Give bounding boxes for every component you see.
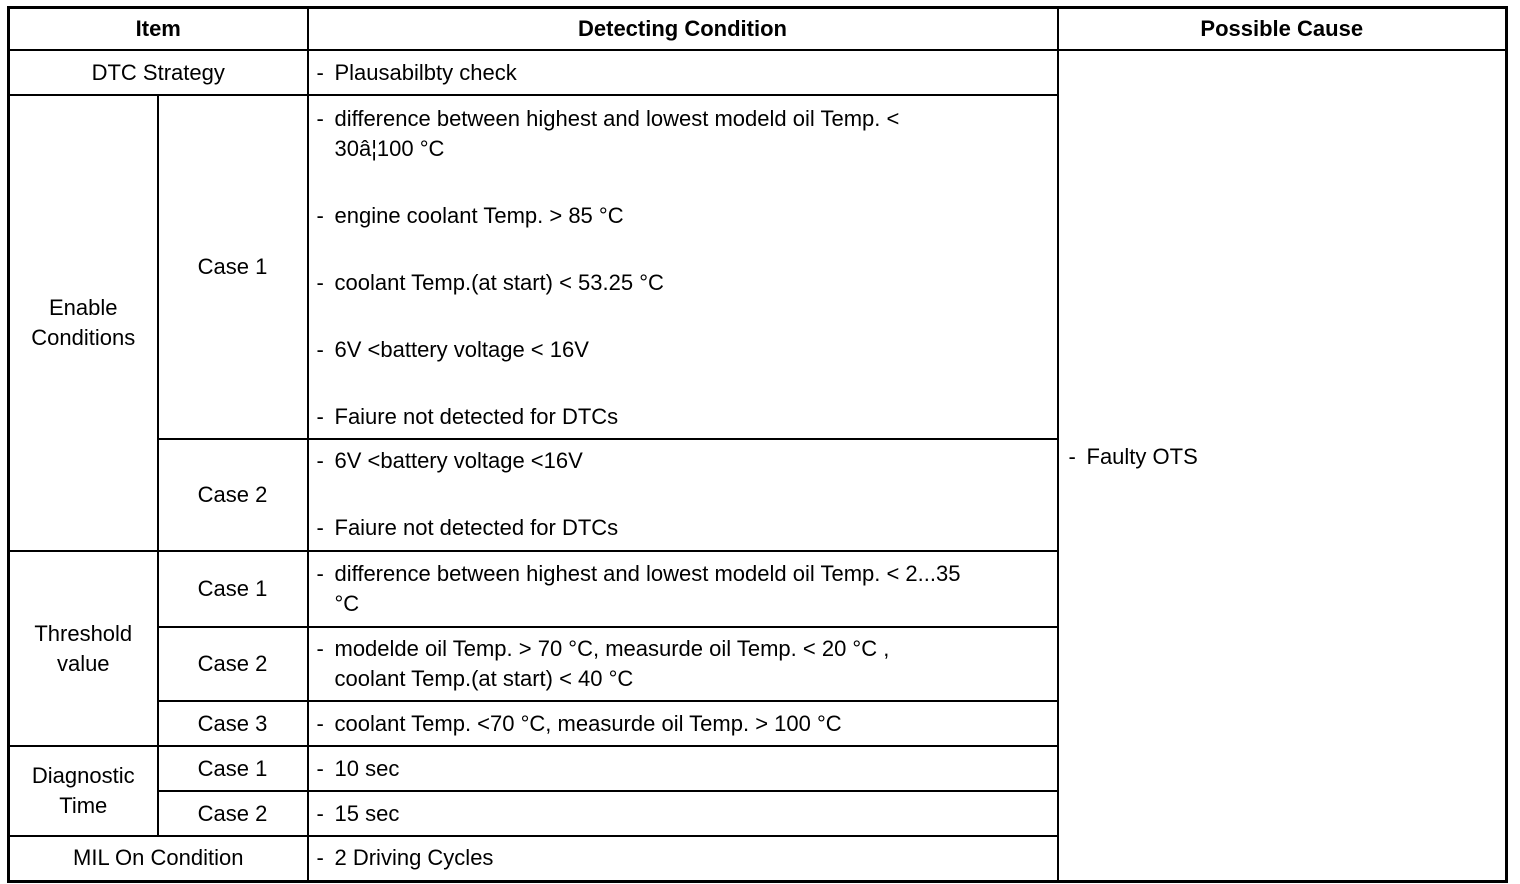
diagnostic-case1-text: 10 sec bbox=[334, 755, 400, 781]
enable-case2-line: 6V <battery voltage <16V bbox=[334, 448, 583, 473]
mil-on-condition-label: MIL On Condition bbox=[9, 836, 308, 881]
threshold-case2-line2: coolant Temp.(at start) < 40 °C bbox=[334, 666, 634, 691]
threshold-case3-label: Case 3 bbox=[158, 701, 308, 746]
enable-case1-line: 6V <battery voltage < 16V bbox=[334, 337, 589, 362]
dtc-strategy-text: Plausabilbty check bbox=[334, 59, 517, 85]
diagnostic-time-label: Diagnostic Time bbox=[9, 746, 158, 836]
header-possible-cause: Possible Cause bbox=[1058, 8, 1507, 51]
threshold-case1-label: Case 1 bbox=[158, 551, 308, 627]
dtc-strategy-label: DTC Strategy bbox=[9, 50, 308, 95]
threshold-value-label: Threshold value bbox=[9, 551, 158, 746]
diagnostic-case2-label: Case 2 bbox=[158, 791, 308, 836]
enable-case2-line: Faiure not detected for DTCs bbox=[334, 515, 619, 540]
enable-case1-line: Faiure not detected for DTCs bbox=[334, 404, 619, 429]
enable-case1-line: engine coolant Temp. > 85 °C bbox=[334, 203, 624, 228]
possible-cause-cell: - Faulty OTS bbox=[1058, 50, 1507, 881]
enable-case1-line: 30â¦100 °C bbox=[334, 136, 445, 161]
dtc-table bbox=[7, 6, 1508, 883]
threshold-case1-line2: °C bbox=[334, 591, 360, 616]
mil-on-condition-text: 2 Driving Cycles bbox=[334, 845, 494, 871]
threshold-case3-condition: - coolant Temp. <70 °C, measurde oil Temp. > 100 °C bbox=[308, 701, 1058, 746]
possible-cause-text: Faulty OTS bbox=[1086, 444, 1198, 470]
enable-case1-line: difference between highest and lowest modeld oil Temp. < bbox=[334, 106, 900, 131]
enable-case1-line: coolant Temp.(at start) < 53.25 °C bbox=[334, 270, 664, 295]
enable-case2-label: Case 2 bbox=[158, 439, 308, 551]
threshold-case1-condition: - difference between highest and lowest modeld oil Temp. < 2...35 °C bbox=[308, 551, 1058, 627]
mil-on-condition-value: - 2 Driving Cycles bbox=[308, 836, 1058, 881]
enable-conditions-label: Enable Conditions bbox=[9, 95, 158, 551]
enable-case1-label: Case 1 bbox=[158, 95, 308, 439]
threshold-case2-line1: modelde oil Temp. > 70 °C, measurde oil Temp. < 20 °C , bbox=[334, 636, 890, 661]
diagnostic-case1-value: - 10 sec bbox=[308, 746, 1058, 791]
header-detecting-condition: Detecting Condition bbox=[308, 8, 1058, 51]
diagnostic-case2-value: - 15 sec bbox=[308, 791, 1058, 836]
threshold-case1-line1: difference between highest and lowest modeld oil Temp. < 2...35 bbox=[334, 561, 961, 586]
enable-case2-conditions: - 6V <battery voltage <16V - Faiure not detected for DTCs bbox=[308, 439, 1058, 551]
dtc-strategy-condition: - Plausabilbty check bbox=[308, 50, 1058, 95]
threshold-case2-label: Case 2 bbox=[158, 627, 308, 701]
header-item: Item bbox=[9, 8, 308, 51]
diagnostic-case1-label: Case 1 bbox=[158, 746, 308, 791]
threshold-case3-line1: coolant Temp. <70 °C, measurde oil Temp. > 100 °C bbox=[334, 710, 842, 736]
header-row bbox=[9, 8, 1507, 51]
enable-case1-conditions: - difference between highest and lowest modeld oil Temp. < 30â¦100 °C - engine coolant Temp. > 85 °C - coolant Temp.(at start) < 53.25 °C - 6V <battery voltage < 16V - Faiure not detected for DTCs bbox=[308, 95, 1058, 439]
diagnostic-case2-text: 15 sec bbox=[334, 800, 400, 826]
row-dtc-strategy bbox=[9, 50, 1507, 95]
threshold-case2-condition: - modelde oil Temp. > 70 °C, measurde oil Temp. < 20 °C , coolant Temp.(at start) < 40 °C bbox=[308, 627, 1058, 701]
